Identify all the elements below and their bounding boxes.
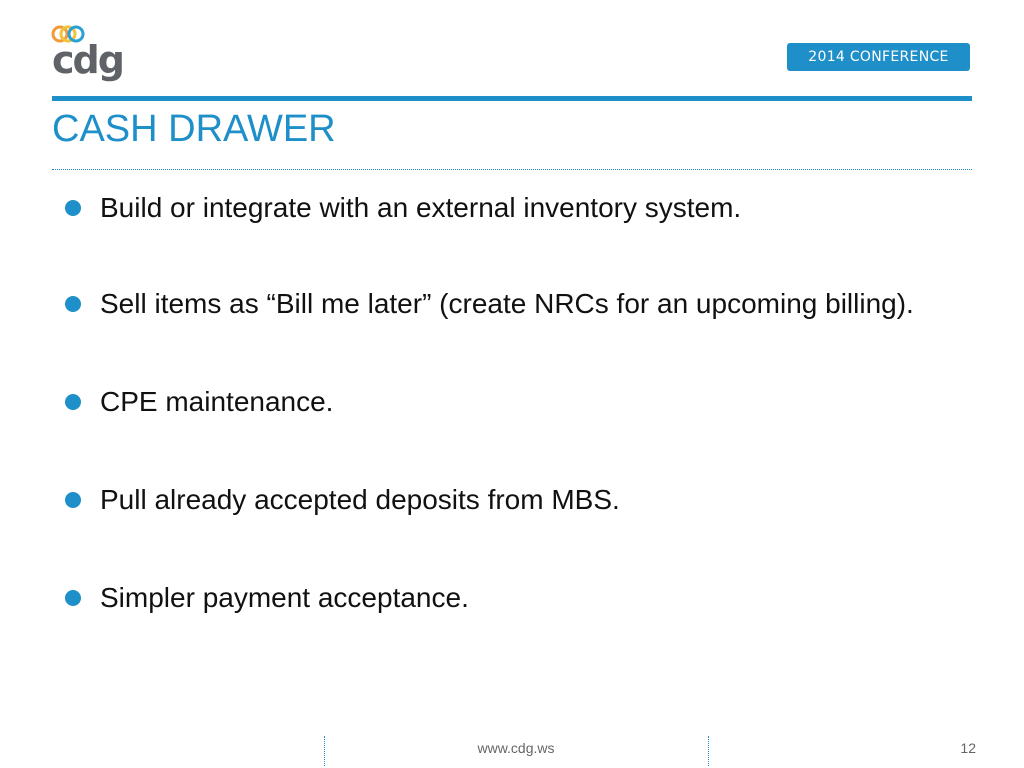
header-divider — [52, 96, 972, 101]
bullet-dot-icon — [65, 492, 81, 508]
bullet-item — [62, 284, 962, 324]
slide-title: CASH DRAWER — [52, 108, 336, 150]
footer-url: www.cdg.ws — [477, 740, 555, 756]
title-divider — [52, 169, 972, 170]
bullet-dot-icon — [65, 394, 81, 410]
footer-divider-right — [708, 736, 709, 766]
bullet-item — [62, 480, 962, 520]
conference-badge: 2014 CONFERENCE — [787, 43, 970, 71]
bullet-text: Simpler payment acceptance. — [100, 582, 469, 613]
cdg-logo — [48, 20, 128, 82]
bullet-item — [62, 578, 962, 618]
bullet-text: Build or integrate with an external inventory system. — [100, 192, 742, 223]
bullet-text: Sell items as “Bill me later” (create NRCs for an upcoming billing). — [100, 288, 914, 319]
logo-wordmark: cdg — [52, 38, 123, 82]
bullet-item — [62, 188, 962, 228]
page-number: 12 — [960, 740, 976, 756]
bullet-text: CPE maintenance. — [100, 386, 334, 417]
bullet-dot-icon — [65, 590, 81, 606]
bullet-item — [62, 382, 962, 422]
bullet-text: Pull already accepted deposits from MBS. — [100, 484, 620, 515]
bullet-list — [62, 188, 962, 618]
bullet-dot-icon — [65, 200, 81, 216]
bullet-dot-icon — [65, 296, 81, 312]
